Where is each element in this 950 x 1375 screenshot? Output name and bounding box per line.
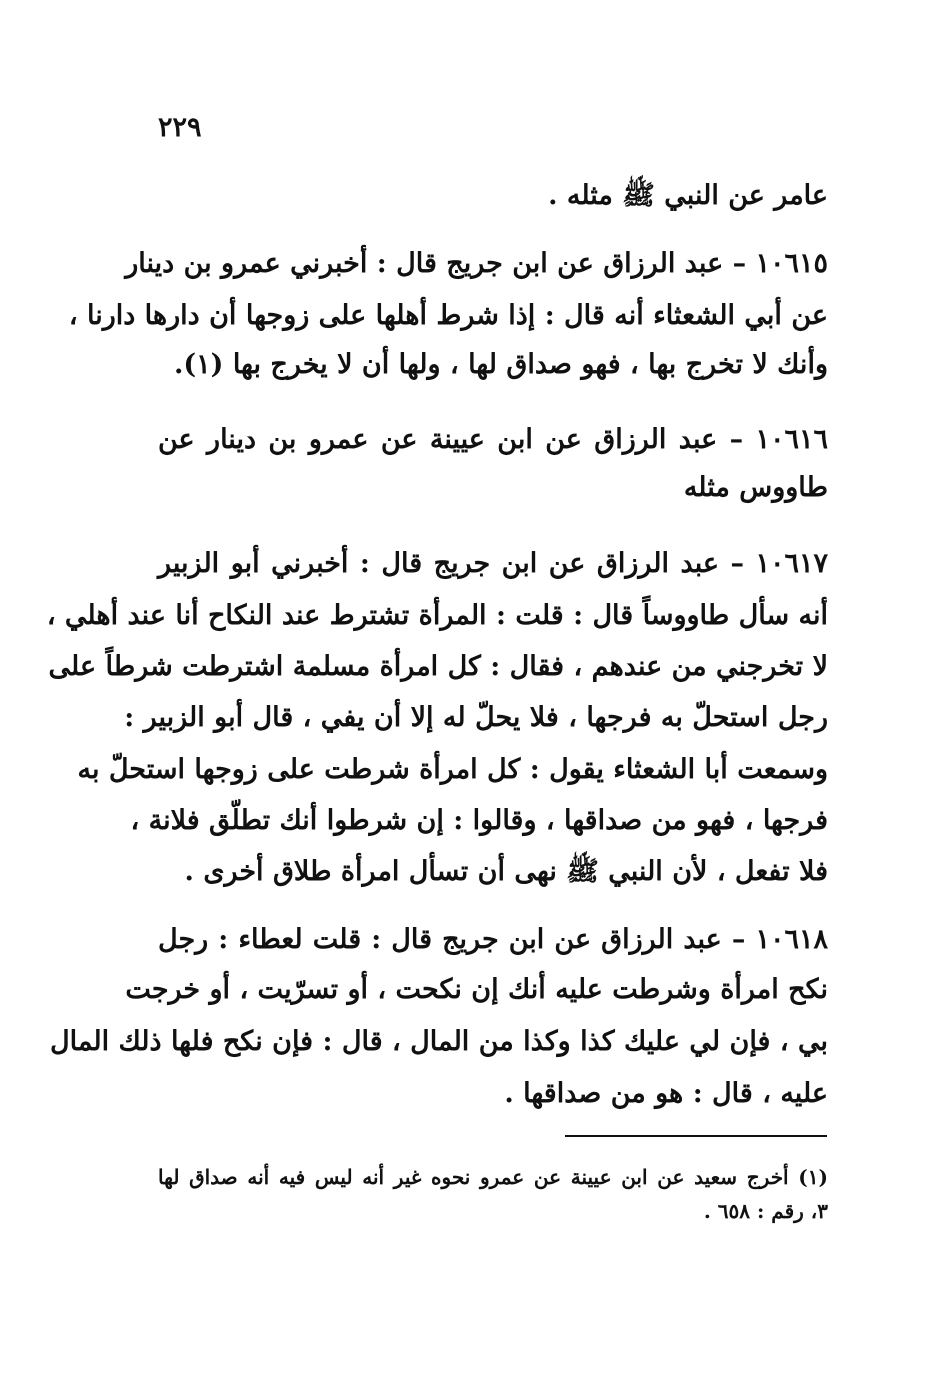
footnote-line: ٣، رقم : ٦٥٨ .: [703, 1199, 828, 1223]
text-line: عامر عن النبي ﷺ مثله .: [548, 180, 828, 211]
footnote-divider: [565, 1135, 827, 1137]
footnote-line: (١) أخرج سعيد عن ابن عيينة عن عمرو نحوه غير أنه ليس فيه أنه صداق لها: [158, 1165, 828, 1189]
hadith-10617-line: فلا تفعل ، لأن النبي ﷺ نهى أن تسأل امرأة طلاق أخرى .: [184, 856, 828, 887]
hadith-10617-line: ١٠٦١٧ – عبد الرزاق عن ابن جريج قال : أخبرني أبو الزبير: [158, 548, 828, 579]
hadith-10615-line: وأنك لا تخرج بها ، فهو صداق لها ، ولها أن لا يخرج بها (١).: [173, 349, 828, 380]
hadith-10616-line: طاووس مثله: [683, 472, 828, 503]
hadith-10617-line: أنه سأل طاووساً قال : قلت : المرأة تشترط عند النكاح أنا عند أهلي ،: [46, 600, 828, 631]
page-number: ٢٢٩: [158, 112, 202, 143]
hadith-10617-line: وسمعت أبا الشعثاء يقول : كل امرأة شرطت على زوجها استحلّ به: [77, 754, 828, 785]
hadith-10615-line: ١٠٦١٥ – عبد الرزاق عن ابن جريج قال : أخبرني عمرو بن دينار: [125, 248, 828, 279]
hadith-10618-line: ١٠٦١٨ – عبد الرزاق عن ابن جريج قال : قلت لعطاء : رجل: [158, 924, 828, 955]
hadith-10617-line: لا تخرجني من عندهم ، فقال : كل امرأة مسلمة اشترطت شرطاً على: [48, 651, 828, 682]
hadith-10617-line: رجل استحلّ به فرجها ، فلا يحلّ له إلا أن يفي ، قال أبو الزبير :: [124, 702, 828, 733]
hadith-10616-line: ١٠٦١٦ – عبد الرزاق عن ابن عيينة عن عمرو بن دينار عن: [158, 424, 828, 455]
hadith-10618-line: بي ، فإن لي عليك كذا وكذا من المال ، قال : فإن نكح فلها ذلك المال: [49, 1026, 828, 1057]
hadith-10618-line: عليه ، قال : هو من صداقها .: [504, 1078, 828, 1109]
hadith-10615-line: عن أبي الشعثاء أنه قال : إذا شرط أهلها على زوجها أن دارها دارنا ،: [68, 300, 828, 331]
hadith-10618-line: نكح امرأة وشرطت عليه أنك إن نكحت ، أو تسرّيت ، أو خرجت: [125, 974, 828, 1005]
hadith-10617-line: فرجها ، فهو من صداقها ، وقالوا : إن شرطوا أنك تطلّق فلانة ،: [130, 805, 828, 836]
